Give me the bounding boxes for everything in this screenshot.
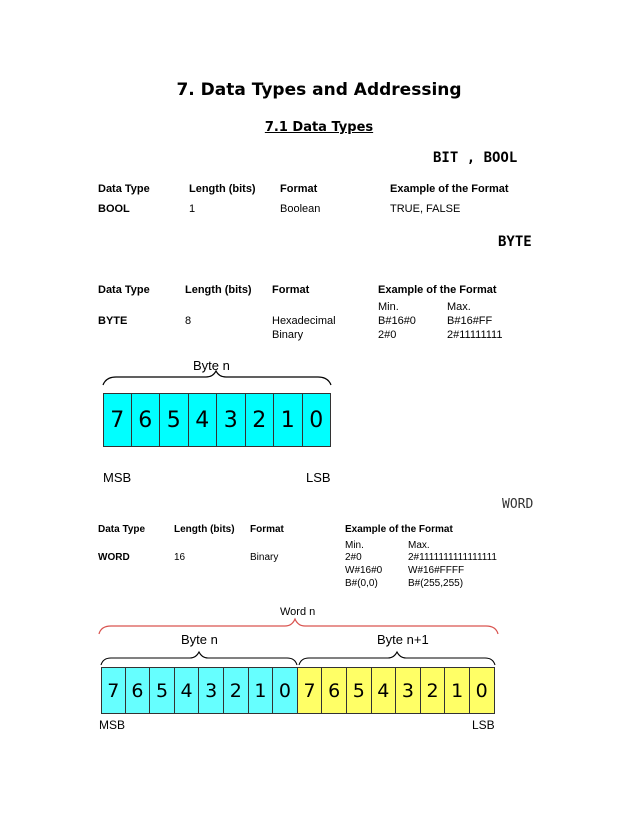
word-header-format: Format <box>250 524 284 535</box>
bool-header-length: Length (bits) <box>189 183 256 195</box>
word-bit-cell: 2 <box>421 667 446 714</box>
word-header-example: Example of the Format <box>345 524 453 535</box>
bool-row-type: BOOL <box>98 203 130 215</box>
word-bit-cell: 1 <box>249 667 274 714</box>
word-row-type: WORD <box>98 552 130 563</box>
word-bit-cell: 4 <box>372 667 397 714</box>
byte-n-label: Byte n <box>193 358 230 373</box>
word-row-format: Binary <box>250 552 279 563</box>
word-bit-cell: 7 <box>298 667 323 714</box>
bool-row-example: TRUE, FALSE <box>390 203 461 215</box>
word-bit-cell: 5 <box>150 667 175 714</box>
byte-section-label: BYTE <box>498 234 532 250</box>
word-row-min-hex: W#16#0 <box>345 565 383 576</box>
word-row-max-hex: W#16#FFFF <box>408 565 465 576</box>
byte-row-min-hex: B#16#0 <box>378 315 416 327</box>
byte-header-format: Format <box>272 284 310 296</box>
byte-row-length: 8 <box>185 315 192 327</box>
word-msb-label: MSB <box>99 718 126 732</box>
word-bit-cell: 0 <box>470 667 495 714</box>
byte-lsb-label: LSB <box>306 470 331 485</box>
word-row-max-bin: 2#1111111111111111 <box>408 552 497 563</box>
word-bit-cell: 7 <box>101 667 126 714</box>
byte-bit-cell: 7 <box>103 393 132 447</box>
word-bit-cell: 3 <box>396 667 421 714</box>
word-byte-n-label: Byte n <box>181 632 218 647</box>
byte-row-format-hex: Hexadecimal <box>272 315 336 327</box>
word-header-type: Data Type <box>98 524 146 535</box>
word-bit-cell: 1 <box>445 667 470 714</box>
word-lsb-label: LSB <box>472 718 495 732</box>
byte-bit-cell: 6 <box>132 393 161 447</box>
word-bit-cell: 0 <box>273 667 298 714</box>
byte-row-max-hex: B#16#FF <box>447 315 493 327</box>
word-header-length: Length (bits) <box>174 524 235 535</box>
page-title: 7. Data Types and Addressing <box>176 80 462 100</box>
byte-bit-cell: 0 <box>303 393 332 447</box>
word-bit-cell: 5 <box>347 667 372 714</box>
byte-bit-cell: 2 <box>246 393 275 447</box>
word-bit-row <box>101 667 495 714</box>
byte-bit-cell: 3 <box>217 393 246 447</box>
bool-row-length: 1 <box>189 203 196 215</box>
word-bit-cell: 3 <box>199 667 224 714</box>
word-row-max-byte: B#(255,255) <box>408 578 464 589</box>
word-min-label: Min. <box>345 540 364 551</box>
byte-header-type: Data Type <box>98 284 150 296</box>
bool-section-label: BIT , BOOL <box>433 150 518 166</box>
bool-header-type: Data Type <box>98 183 150 195</box>
bool-header-example: Example of the Format <box>390 183 509 195</box>
section-subtitle-text: 7.1 Data Types <box>264 120 374 135</box>
word-row-length: 16 <box>174 552 186 563</box>
bool-header-format: Format <box>280 183 318 195</box>
word-byte-n1-label: Byte n+1 <box>377 632 429 647</box>
byte-min-label: Min. <box>378 301 399 313</box>
word-n-label: Word n <box>280 606 316 618</box>
byte-bit-cell: 5 <box>160 393 189 447</box>
word-bit-cell: 4 <box>175 667 200 714</box>
byte-bit-cell: 1 <box>274 393 303 447</box>
byte-msb-label: MSB <box>103 470 132 485</box>
word-bit-cell: 6 <box>322 667 347 714</box>
byte-header-length: Length (bits) <box>185 284 252 296</box>
word-max-label: Max. <box>408 540 430 551</box>
byte-row-format-bin: Binary <box>272 329 304 341</box>
byte-row-type: BYTE <box>98 315 128 327</box>
byte-bit-cell: 4 <box>189 393 218 447</box>
word-row-min-byte: B#(0,0) <box>345 578 378 589</box>
byte-row-max-bin: 2#11111111 <box>447 329 503 341</box>
word-row-min-bin: 2#0 <box>345 552 362 563</box>
byte-header-example: Example of the Format <box>378 284 497 296</box>
byte-row-min-bin: 2#0 <box>378 329 397 341</box>
word-section-label: WORD <box>502 497 534 512</box>
word-bit-cell: 2 <box>224 667 249 714</box>
word-bit-cell: 6 <box>126 667 151 714</box>
byte-max-label: Max. <box>447 301 471 313</box>
bool-row-format: Boolean <box>280 203 321 215</box>
